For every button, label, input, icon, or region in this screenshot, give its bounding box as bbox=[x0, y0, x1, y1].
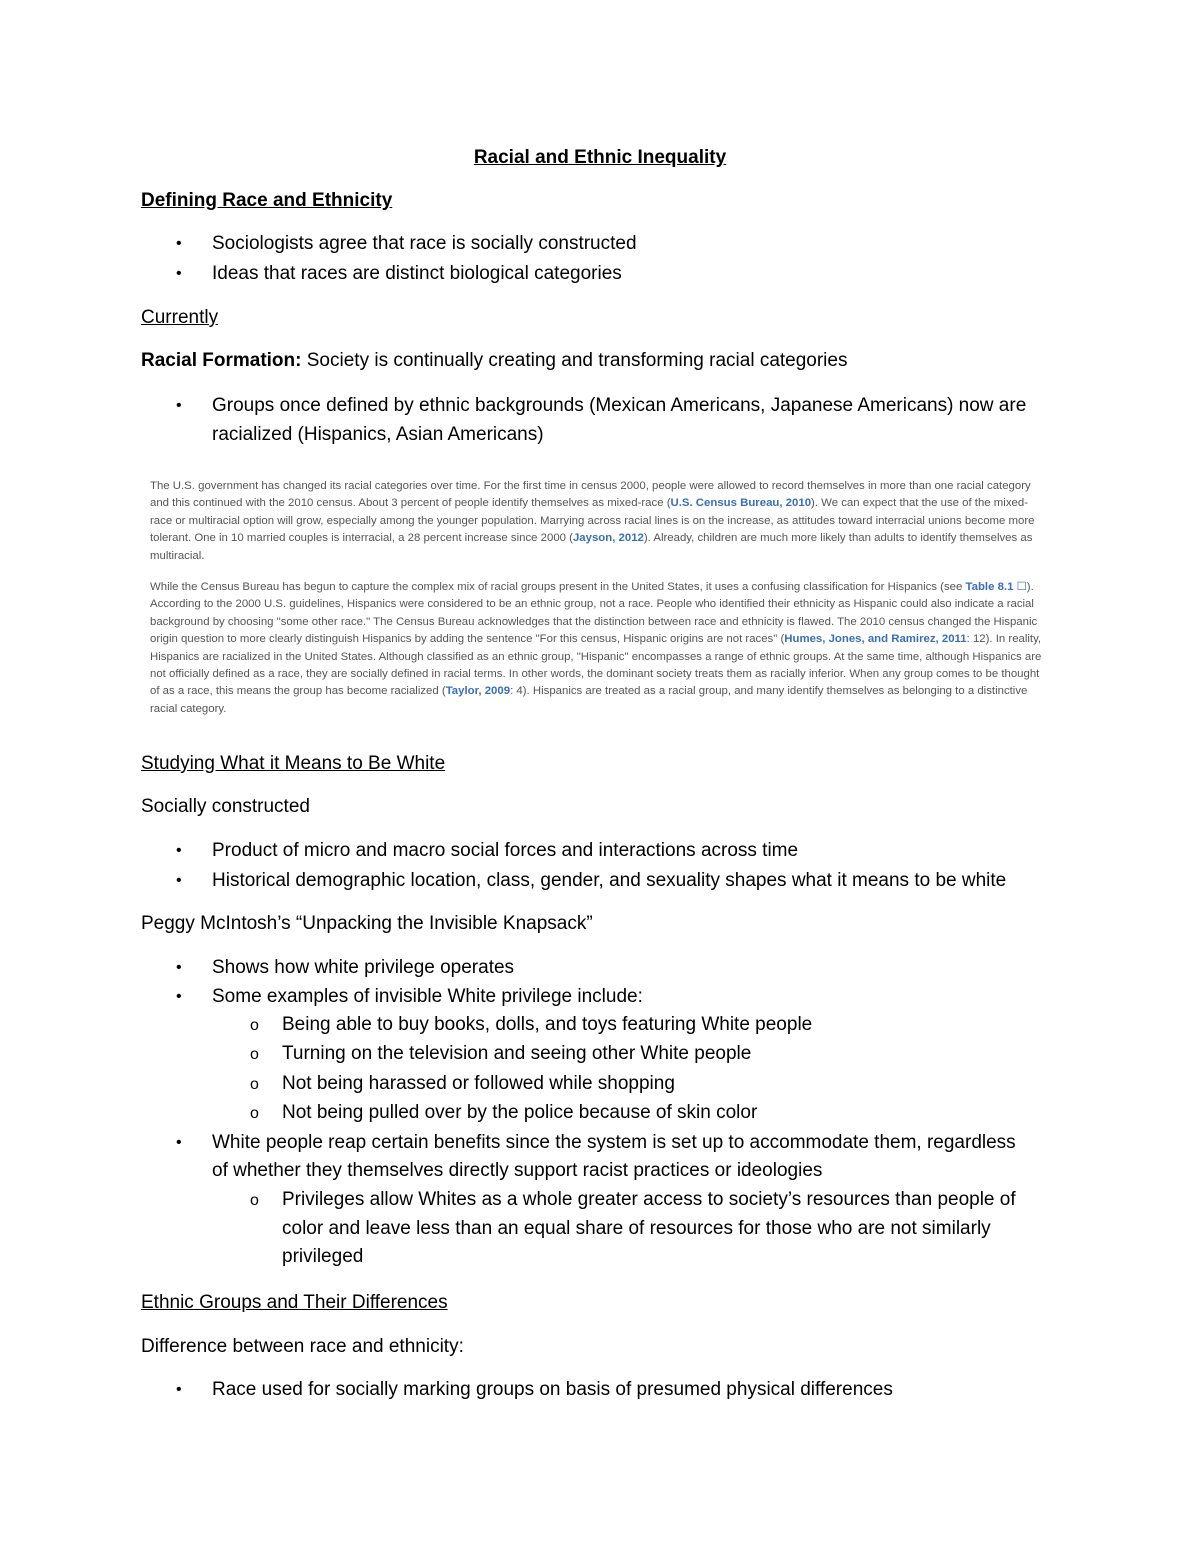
excerpt-text: ). We can expect that the use of the mixed-race or multiracial option will grow, especially among the younger population. Marrying across racial lines is on the increase, as attitudes toward interracial unions become more tolerant. One in 10 married couples is interracial, a 28 percent increase since 2000 ( bbox=[150, 497, 1035, 545]
list-item: Historical demographic location, class, gender, and sexuality shapes what it means to be white bbox=[212, 870, 1007, 891]
mcintosh-heading: Peggy McIntosh’s “Unpacking the Invisible Knapsack” bbox=[141, 913, 593, 934]
list-item: Product of micro and macro social forces and interactions across time bbox=[212, 840, 799, 861]
citation-link: Taylor, 2009 bbox=[445, 685, 511, 698]
list-item-line-2: racialized (Hispanics, Asian Americans) bbox=[212, 424, 544, 445]
bullet-icon: • bbox=[176, 1134, 182, 1151]
sub-bullet-icon: o bbox=[250, 1046, 259, 1063]
racial-formation-term: Racial Formation: bbox=[141, 350, 302, 371]
list-item-line-2: of whether they themselves directly support racist practices or ideologies bbox=[212, 1160, 823, 1181]
sub-list-item: Being able to buy books, dolls, and toys featuring White people bbox=[282, 1014, 813, 1035]
sub-list-item: Not being harassed or followed while shopping bbox=[282, 1073, 675, 1094]
document-title: Racial and Ethnic Inequality bbox=[473, 147, 727, 168]
excerpt-text: ). According to the 2000 U.S. guidelines, Hispanics were considered to be an ethnic group, not a race. People who identified their ethnicity as Hispanic could also indicate a racial background by choosing "some other race." The Census Bureau acknowledges that the distinction between race and ethnicity is flawed. The 2010 census changed the Hispanic origin question to more clearly distinguish Hispanics by adding the sentence "For this census, Hispanic origins are not races" ( bbox=[150, 581, 1038, 646]
racial-formation-definition bbox=[141, 349, 847, 373]
excerpt-text: ). Already, children are much more likely than adults to identify themselves as multiracial. bbox=[150, 532, 1033, 562]
bullet-icon: • bbox=[176, 235, 182, 252]
table-link: Table 8.1 bbox=[965, 581, 1014, 594]
excerpt-text: : 12). In reality, Hispanics are racialized in the United States. Although classified as an ethnic group, "Hispanic" encompasses a range of ethnic groups. At the same time, although Hispanics are not officially defined as a race, they are socially defined in racial terms. In other words, the dominant society treats them as racially inferior. When any group comes to be thought of as a race, this means the group has become racialized ( bbox=[150, 633, 1042, 698]
bullet-icon: • bbox=[176, 1381, 182, 1398]
list-item: Race used for socially marking groups on basis of presumed physical differences bbox=[212, 1379, 893, 1400]
citation-link: Humes, Jones, and Ramirez, 2011 bbox=[784, 633, 967, 646]
embedded-excerpt-image bbox=[150, 478, 1050, 732]
excerpt-paragraph-2 bbox=[150, 579, 1050, 718]
currently-label: Currently bbox=[141, 307, 219, 328]
section-heading-white: Studying What it Means to Be White bbox=[141, 753, 446, 774]
section-heading-defining-race: Defining Race and Ethnicity bbox=[141, 190, 393, 211]
bullet-icon: • bbox=[176, 842, 182, 859]
excerpt-text: While the Census Bureau has begun to capture the complex mix of racial groups present in the United States, it uses a confusing classification for Hispanics (see bbox=[150, 581, 966, 594]
citation-link: Jayson, 2012 bbox=[572, 532, 644, 545]
section-heading-ethnic-groups: Ethnic Groups and Their Differences bbox=[141, 1292, 448, 1313]
sub-list-item: Turning on the television and seeing other White people bbox=[282, 1043, 752, 1064]
sub-list-item-line-1: Privileges allow Whites as a whole greater access to society’s resources than people of bbox=[282, 1189, 1016, 1210]
sub-bullet-icon: o bbox=[250, 1105, 259, 1122]
list-item: Some examples of invisible White privilege include: bbox=[212, 986, 643, 1007]
bullet-icon: • bbox=[176, 988, 182, 1005]
excerpt-text: : 4). Hispanics are treated as a racial group, and many identify themselves as belonging to a distinctive racial category. bbox=[150, 685, 1028, 715]
bullet-icon: • bbox=[176, 872, 182, 889]
bullet-icon: • bbox=[176, 959, 182, 976]
list-item: Ideas that races are distinct biological categories bbox=[212, 263, 622, 284]
sub-list-item-line-3: privileged bbox=[282, 1246, 364, 1267]
external-link-icon: ☐ bbox=[1013, 581, 1027, 594]
excerpt-text: The U.S. government has changed its racial categories over time. For the first time in census 2000, people were allowed to record themselves in more than one racial category and this continued with the 2010 census. About 3 percent of people identify themselves as mixed-race ( bbox=[150, 480, 1031, 510]
list-item-line-1: White people reap certain benefits since the system is set up to accommodate them, regardless bbox=[212, 1132, 1016, 1153]
sub-list-item-line-2: color and leave less than an equal share of resources for those who are not similarly bbox=[282, 1218, 991, 1239]
racial-formation-text: Society is continually creating and transforming racial categories bbox=[301, 350, 848, 371]
sub-bullet-icon: o bbox=[250, 1192, 259, 1209]
bullet-icon: • bbox=[176, 265, 182, 282]
sub-bullet-icon: o bbox=[250, 1017, 259, 1034]
list-item: Shows how white privilege operates bbox=[212, 957, 515, 978]
citation-link: U.S. Census Bureau, 2010 bbox=[670, 497, 812, 510]
excerpt-paragraph-1 bbox=[150, 478, 1050, 565]
bullet-icon: • bbox=[176, 397, 182, 414]
sub-list-item: Not being pulled over by the police because of skin color bbox=[282, 1102, 758, 1123]
list-item-line-1: Groups once defined by ethnic backgrounds (Mexican Americans, Japanese Americans) now are bbox=[212, 395, 1027, 416]
list-item: Sociologists agree that race is socially constructed bbox=[212, 233, 637, 254]
subheading-race-ethnicity: Difference between race and ethnicity: bbox=[141, 1336, 464, 1357]
subheading-socially-constructed: Socially constructed bbox=[141, 796, 310, 817]
sub-bullet-icon: o bbox=[250, 1076, 259, 1093]
